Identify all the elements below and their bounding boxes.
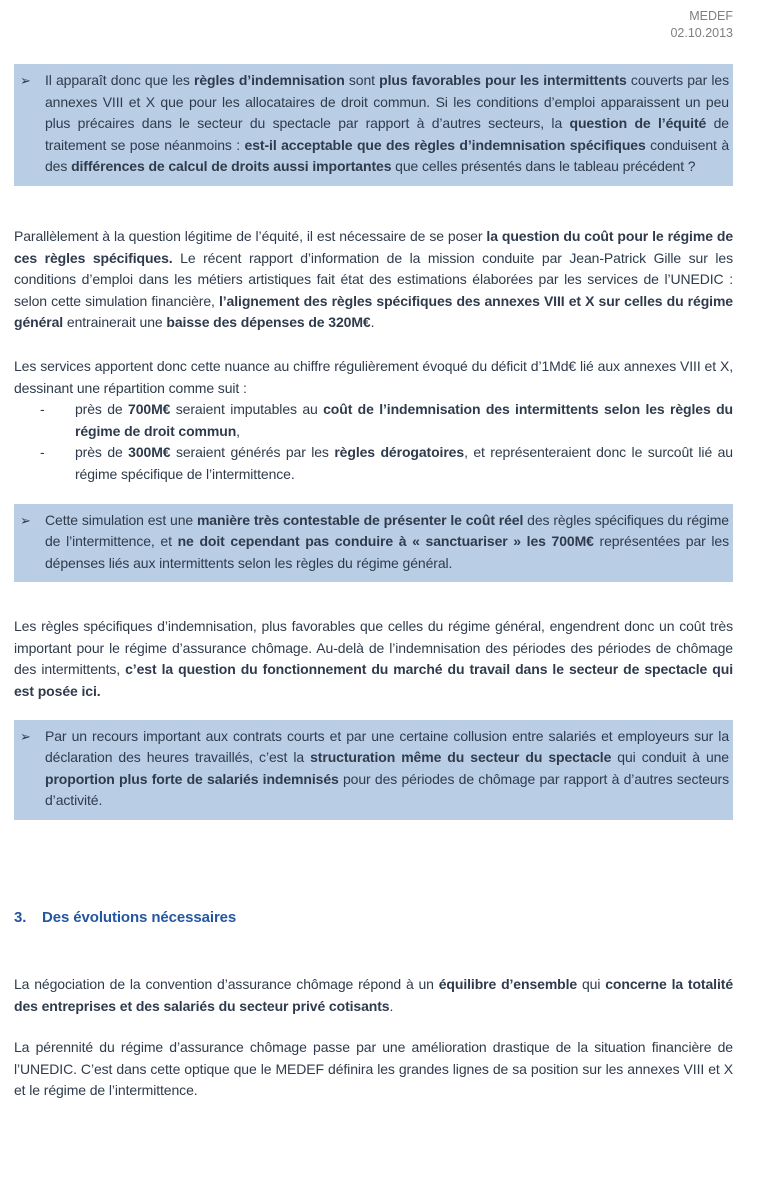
- paragraph-cost-question: Parallèlement à la question légitime de l’équité, il est nécessaire de se poser la question du coût pour le régime de ces règles spécifiques. Le récent rapport d’information de la mission conduite par Jean-Patrick Gille sur les conditions d’emploi dans les métiers artistiques fait état des estimations élaborées par les services de l’UNEDIC : selon cette simulation financière, l’alignement des règles spécifiques des annexes VIII et X sur celles du régime général entrainerait une baisse des dépenses de 320M€.: [14, 227, 734, 331]
- arrow-bullet-icon: ➢: [20, 73, 31, 88]
- arrow-bullet-icon: ➢: [20, 512, 31, 528]
- list-item-text: près de 700M€ seraient imputables au coût de l’indemnisation des intermittents selon les règles du régime de droit commun,: [75, 401, 733, 439]
- paragraph-perennite: La pérennité du régime d’assurance chômage passe par une amélioration drastique de la situation financière de l’UNEDIC. C’est dans cette optique que le MEDEF définira les grandes lignes de sa position sur les annexes VIII et X et le régime de l’intermittence.: [14, 1039, 733, 1099]
- deficit-breakdown-list: [14, 399, 733, 485]
- callout-text: Cette simulation est une manière très contestable de présenter le coût réel des règles spécifiques du régime de l’intermittence, et ne doit cependant pas conduire à « sanctuariser » les 700M€ représentées par les dépenses liés aux intermittents selon les règles du régime général.: [45, 511, 730, 571]
- list-item-text: près de 300M€ seraient générés par les règles dérogatoires, et représenteraient donc le surcoût lié au régime spécifique de l’intermittence.: [75, 444, 733, 482]
- callout-text: Par un recours important aux contrats courts et par une certaine collusion entre salariés et employeurs sur la déclaration des heures travaillés, c’est la structuration même du secteur du spectacle qui conduit à une proportion plus forte de salariés indemnisés pour des périodes de chômage par rapport à d’autres secteurs d’activité.: [45, 727, 729, 809]
- paragraph-services-intro: Les services apportent donc cette nuance au chiffre régulièrement évoqué du déficit d’1Md€ lié aux annexes VIII et X, dessinant une répartition comme suit :: [14, 357, 733, 396]
- paragraph-specific-rules: Les règles spécifiques d’indemnisation, plus favorables que celles du régime général, engendrent donc un coût très important pour le régime d’assurance chômage. Au-delà de l’indemnisation des périodes des périodes de chômage des intermittents, c’est la question du fonctionnement du marché du travail dans le secteur de spectacle qui est posée ici.: [14, 618, 733, 700]
- section-heading: [14, 908, 733, 928]
- header-org: MEDEF: [689, 9, 733, 23]
- paragraph-negociation: La négociation de la convention d’assurance chômage répond à un équilibre d’ensemble qui concerne la totalité des entreprises et des salariés du secteur privé cotisants.: [14, 976, 734, 1014]
- dash-bullet-icon: -: [40, 401, 45, 418]
- callout-secteur-structuration: [14, 720, 733, 820]
- section-number: 3.: [14, 909, 27, 927]
- callout-simulation-contestable: [14, 504, 733, 583]
- list-item: [14, 399, 733, 442]
- callout-text: Il apparaît donc que les règles d’indemnisation sont plus favorables pour les intermittents couverts par les annexes VIII et X que pour les allocataires de droit commun. Si les conditions d’emploi apparaissent un peu plus précaires dans le secteur du spectacle par rapport à d’autres secteurs, la question de l’équité de traitement se pose néanmoins : est-il acceptable que des règles d’indemnisation spécifiques conduisent à des différences de calcul de droits aussi importantes que celles présentés dans le tableau précédent ?: [45, 72, 730, 175]
- callout-indemnisation-rules: [14, 64, 733, 186]
- section-title: Des évolutions nécessaires: [42, 909, 237, 927]
- arrow-bullet-icon: ➢: [20, 728, 31, 744]
- list-item: [14, 442, 733, 485]
- header-date: 02.10.2013: [670, 26, 733, 40]
- document-header: [14, 8, 733, 42]
- dash-bullet-icon: -: [40, 444, 45, 461]
